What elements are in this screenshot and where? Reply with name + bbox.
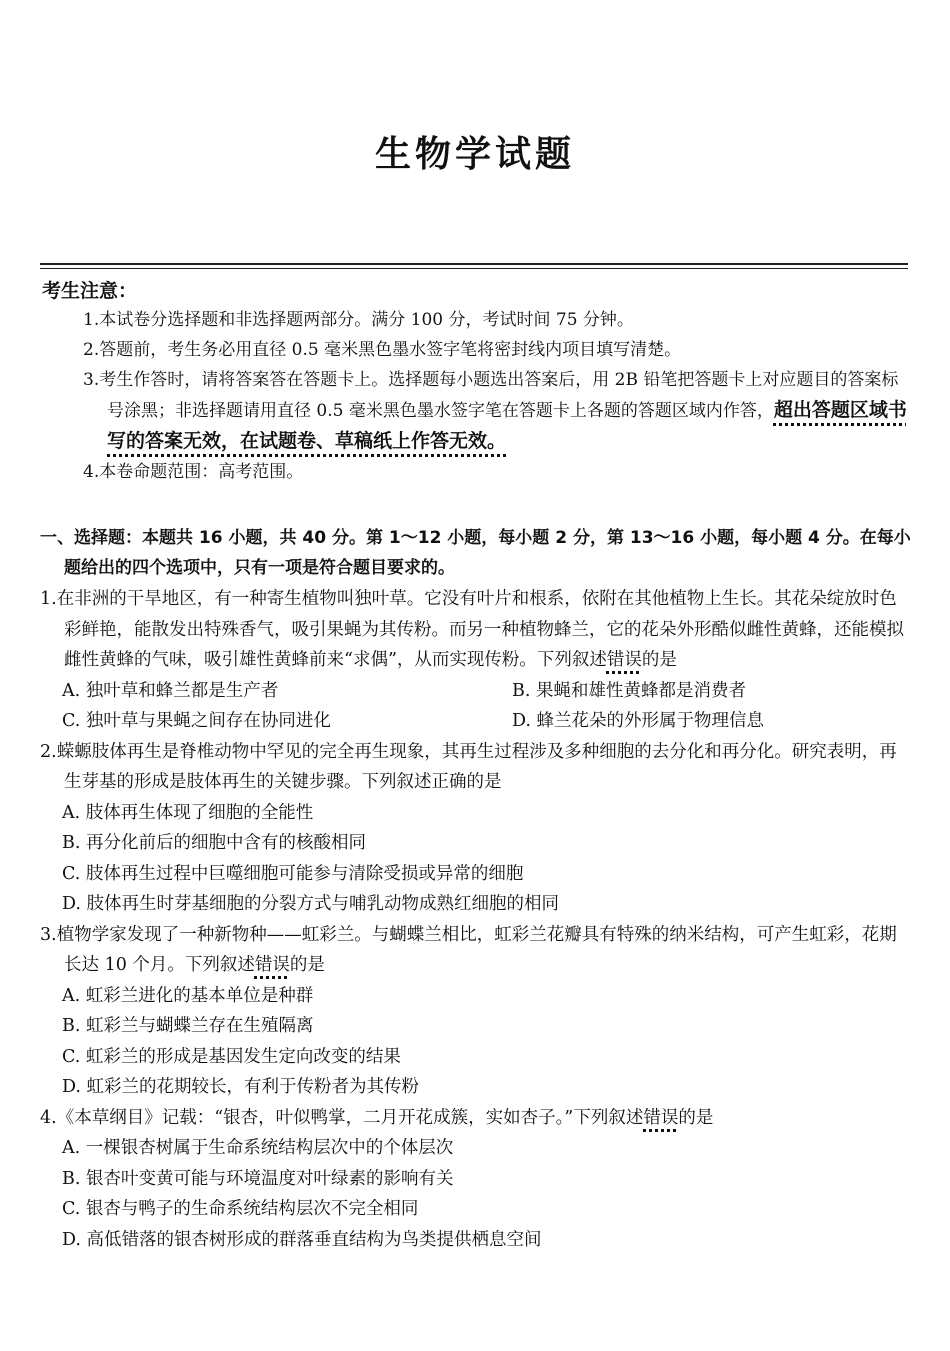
notice-item-number: 1. (83, 310, 100, 330)
question-number: 2. (40, 741, 57, 762)
stem-text: 蝾螈肢体再生是脊椎动物中罕见的完全再生现象，其再生过程涉及多种细胞的去分化和再分化。研究表明，再生芽基的形成是肢体再生的关键步骤。下列叙述正确的是 (56, 741, 897, 792)
stem-text: 植物学家发现了一种新物种——虹彩兰。与蝴蝶兰相比，虹彩兰花瓣具有特殊的纳米结构，可产生虹彩，花期长达 10 个月。下列叙述 (56, 924, 897, 975)
stem-emphasis: 错误 (606, 650, 642, 670)
option-a: A. 一棵银杏树属于生命系统结构层次中的个体层次 (62, 1138, 454, 1158)
option-d: D. 高低错落的银杏树形成的群落垂直结构为鸟类提供栖息空间 (62, 1229, 542, 1250)
option-list (40, 1133, 912, 1255)
stem-emphasis: 错误 (643, 1107, 679, 1128)
option-d: D. 虹彩兰的花期较长，有利于传粉者为其传粉 (62, 1077, 420, 1097)
question-stem (40, 1103, 912, 1134)
option-list (40, 981, 912, 1103)
option-b: B. 再分化前后的细胞中含有的核酸相同 (62, 833, 366, 853)
option-list (40, 798, 912, 920)
notice-item-text: 考生作答时，请将答案答在答题卡上。选择题每小题选出答案后，用 2B 铅笔把答题卡上对应题目的答案标号涂黑；非选择题请用直径 0.5 毫米黑色墨水签字笔在答题卡上各题的答题区域内作答， (99, 370, 899, 421)
question-1 (40, 584, 912, 737)
notice-item-text: 本试卷分选择题和非选择题两部分。满分 100 分，考试时间 75 分钟。 (99, 310, 634, 330)
option-list (40, 676, 912, 737)
question-number: 3. (40, 924, 57, 945)
option-b: B. 虹彩兰与蝴蝶兰存在生殖隔离 (62, 1016, 314, 1036)
question-2 (40, 737, 912, 920)
stem-emphasis: 错误 (254, 955, 290, 975)
question-list (40, 584, 912, 1255)
stem-text: 在非洲的干旱地区，有一种寄生植物叫独叶草。它没有叶片和根系，依附在其他植物上生长。其花朵绽放时色彩鲜艳，能散发出特殊香气，吸引果蝇为其传粉。而另一种植物蜂兰，它的花朵外形酷似雌性黄蜂，还能模拟雌性黄蜂的气味，吸引雄性黄蜂前来“求偶”，从而实现传粉。下列叙述 (56, 589, 904, 670)
notice-item-number: 4. (83, 462, 100, 482)
notice-list (40, 305, 910, 487)
notice-item (40, 457, 910, 487)
notice-item-text: 答题前，考生务必用直径 0.5 毫米黑色墨水签字笔将密封线内项目填写清楚。 (99, 340, 682, 360)
header-rule-thick (40, 263, 908, 265)
question-4 (40, 1103, 912, 1256)
option-c: C. 银杏与鸭子的生命系统结构层次不完全相同 (62, 1199, 419, 1219)
header-rule-thin (40, 268, 908, 269)
option-b: B. 果蝇和雄性黄蜂都是消费者 (512, 680, 746, 701)
question-number: 1. (40, 589, 57, 609)
notice-item (40, 335, 910, 365)
notice-item (40, 365, 910, 457)
question-stem (40, 584, 912, 676)
option-b: B. 银杏叶变黄可能与环境温度对叶绿素的影响有关 (62, 1168, 454, 1189)
option-a: A. 独叶草和蜂兰都是生产者 (62, 680, 279, 701)
stem-text: 《本草纲目》记载：“银杏，叶似鸭掌，二月开花成簇，实如杏子。”下列叙述 (56, 1107, 644, 1128)
stem-text-end: 的是 (289, 955, 325, 975)
notice-item-text: 本卷命题范围：高考范围。 (99, 462, 304, 482)
question-stem (40, 920, 912, 981)
notice-item-number: 2. (83, 340, 100, 360)
option-c: C. 肢体再生过程中巨噬细胞可能参与清除受损或异常的细胞 (62, 863, 524, 884)
question-stem (40, 737, 912, 798)
stem-text-end: 的是 (641, 650, 677, 670)
notice-emphasis-text: 超出答题区域书写的答案无效，在试题卷、草稿纸上作答无效。 (107, 399, 907, 452)
option-c: C. 独叶草与果蝇之间存在协同进化 (62, 711, 331, 731)
option-a: A. 虹彩兰进化的基本单位是种群 (62, 985, 314, 1006)
option-d: D. 蜂兰花朵的外形属于物理信息 (512, 711, 765, 731)
option-d: D. 肢体再生时芽基细胞的分裂方式与哺乳动物成熟红细胞的相同 (62, 894, 560, 914)
question-number: 4. (40, 1107, 57, 1128)
section-heading: 一、选择题：本题共 16 小题，共 40 分。第 1～12 小题，每小题 2 分，第 13～16 小题，每小题 4 分。在每小题给出的四个选项中，只有一项是符合题目要求的。 (40, 528, 911, 578)
notice-item-number: 3. (83, 370, 100, 390)
option-c: C. 虹彩兰的形成是基因发生定向改变的结果 (62, 1046, 401, 1067)
notice-heading: 考生注意： (42, 280, 138, 302)
notice-item (40, 305, 910, 335)
question-3 (40, 920, 912, 1103)
option-a: A. 肢体再生体现了细胞的全能性 (62, 802, 314, 823)
stem-text-end: 的是 (678, 1107, 714, 1128)
page-title: 生物学试题 (374, 134, 575, 175)
